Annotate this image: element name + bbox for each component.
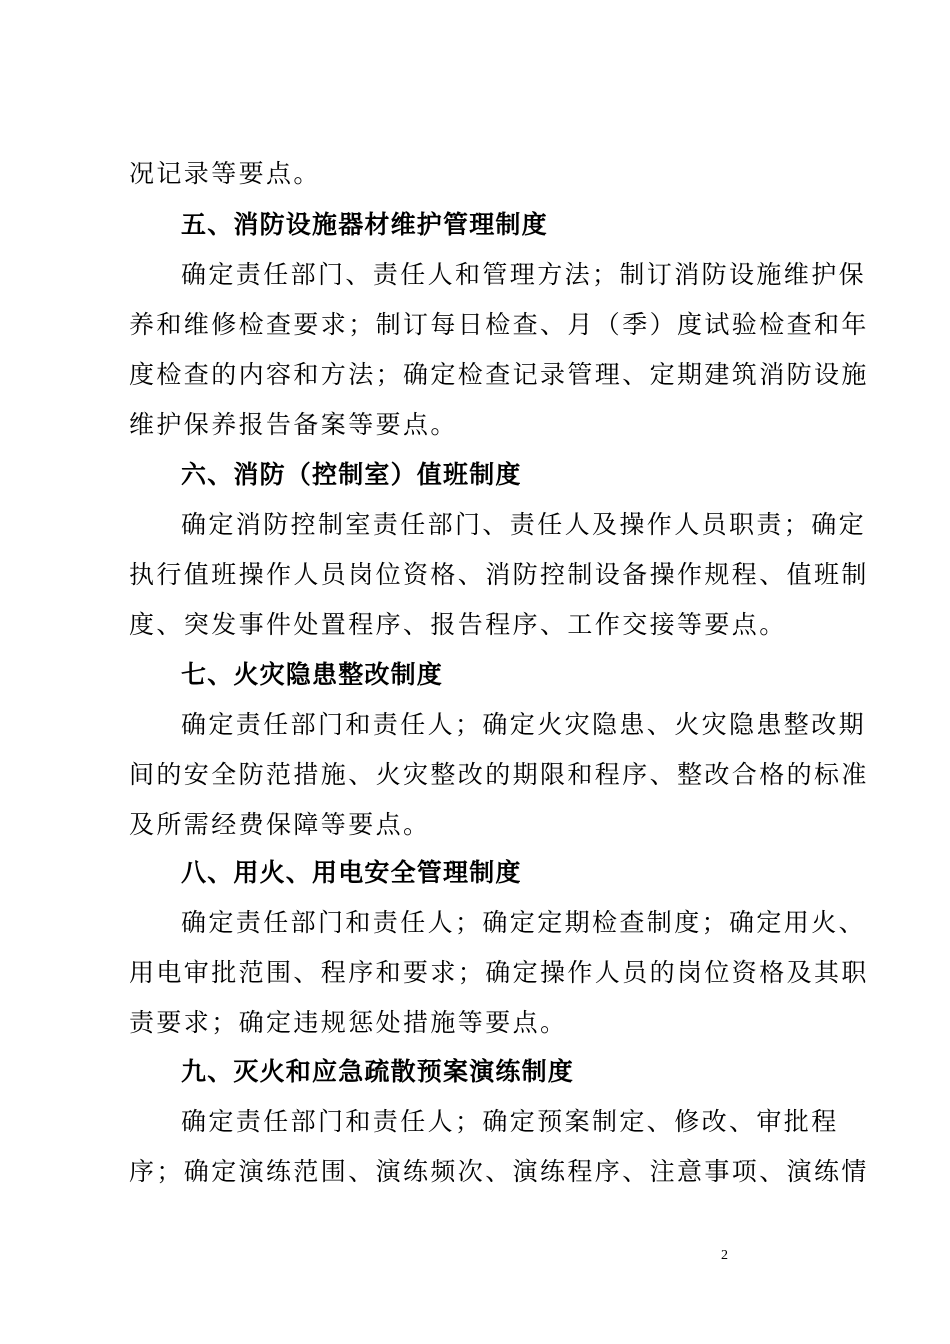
paragraph-line: 责要求；确定违规惩处措施等要点。: [129, 1008, 568, 1037]
paragraph-line: 及所需经费保障等要点。: [129, 810, 431, 839]
paragraph-line: 确定责任部门和责任人；确定火灾隐患、火灾隐患整改期: [181, 710, 867, 739]
paragraph-line: 养和维修检查要求；制订每日检查、月（季）度试验检查和年: [129, 310, 869, 339]
section-heading-7: 七、火灾隐患整改制度: [181, 660, 444, 689]
paragraph-line: 用电审批范围、程序和要求；确定操作人员的岗位资格及其职: [129, 958, 869, 987]
paragraph-line: 序；确定演练范围、演练频次、演练程序、注意事项、演练情: [129, 1157, 869, 1186]
page-number: 2: [721, 1248, 728, 1263]
paragraph-line: 确定责任部门、责任人和管理方法；制订消防设施维护保: [181, 260, 867, 289]
paragraph-line: 度检查的内容和方法；确定检查记录管理、定期建筑消防设施: [129, 360, 869, 389]
section-heading-8: 八、用火、用电安全管理制度: [181, 858, 522, 887]
paragraph-line: 确定消防控制室责任部门、责任人及操作人员职责；确定: [181, 510, 867, 539]
paragraph-continuation-line: 况记录等要点。: [129, 159, 321, 188]
paragraph-line: 维护保养报告备案等要点。: [129, 410, 458, 439]
paragraph-line: 度、突发事件处置程序、报告程序、工作交接等要点。: [129, 610, 787, 639]
paragraph-line: 执行值班操作人员岗位资格、消防控制设备操作规程、值班制: [129, 560, 869, 589]
section-heading-6: 六、消防（控制室）值班制度: [181, 460, 522, 489]
section-heading-9: 九、灭火和应急疏散预案演练制度: [181, 1057, 575, 1086]
paragraph-line: 确定责任部门和责任人；确定定期检查制度；确定用火、: [181, 908, 867, 937]
section-heading-5: 五、消防设施器材维护管理制度: [181, 210, 548, 239]
paragraph-line: 确定责任部门和责任人；确定预案制定、修改、审批程: [181, 1107, 839, 1136]
paragraph-line: 间的安全防范措施、火灾整改的期限和程序、整改合格的标准: [129, 760, 869, 789]
